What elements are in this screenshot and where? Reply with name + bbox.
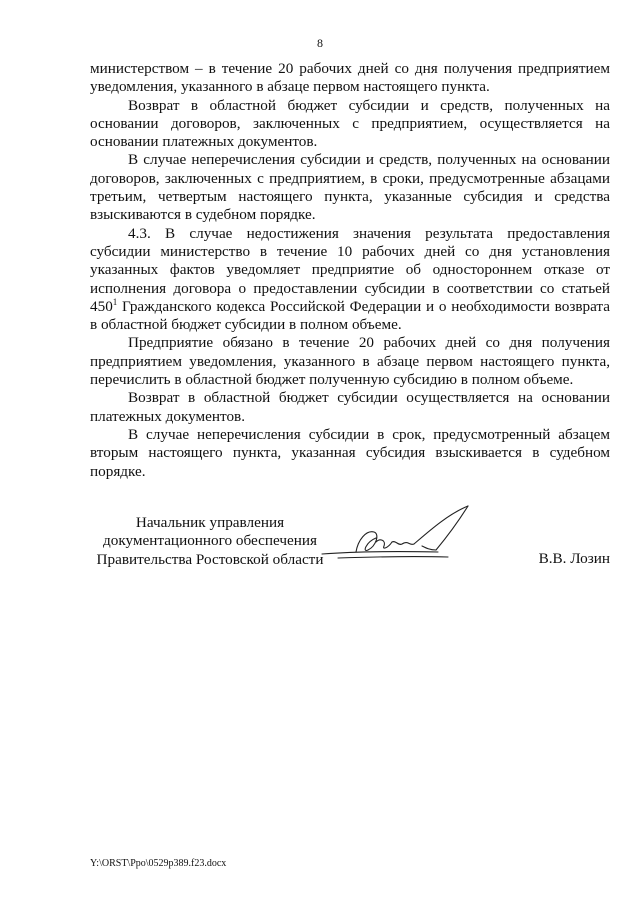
footer-file-path: Y:\ORST\Ppo\0529p389.f23.docx — [90, 858, 227, 869]
paragraph-court-recovery-subsidy: В случае неперечисления субсидии в срок, предусмотренный абзацем вторым настоящего пункта, указанная субсидия взыскивается в судебном порядке. — [90, 425, 610, 480]
signatory-title-line: Правительства Ростовской области — [96, 550, 324, 568]
article-superscript: 1 — [112, 296, 118, 307]
handwritten-signature-icon — [318, 502, 488, 572]
signatory-title-line: Начальник управления — [135, 514, 285, 531]
paragraph-obligation: Предприятие обязано в течение 20 рабочих дней со дня получения предприятием уведомления, указанного в абзаце первом настоящего пункта, перечислить в областной бюджет полученную субсидию в полном объеме. — [90, 334, 610, 389]
paragraph-4-3-text-end: Гражданского кодекса Российской Федерации и о необходимости возврата в областной бюджет субсидии в полном объеме. — [90, 297, 610, 334]
signatory-title — [90, 514, 330, 569]
paragraph-refund-documents: Возврат в областной бюджет субсидии осуществляется на основании платежных документов. — [90, 389, 610, 425]
signatory-name: В.В. Лозин — [538, 550, 610, 567]
paragraph-refund-basis: Возврат в областной бюджет субсидии и средств, полученных на основании договоров, заключенных с предприятием, осуществляется на основании платежных документов. — [90, 96, 610, 151]
paragraph-4-3-text: 4.3. В случае недостижения значения результата предоставления субсидии министерство в течение 10 рабочих дней со дня установления указанных фактов уведомляет предприятие об одностороннем отказе от исполнения договора о предоставлении субсидии в соответствии со статьей 450 — [90, 224, 610, 315]
signature-block — [90, 514, 610, 574]
signatory-title-line: документационного обеспечения — [103, 532, 317, 550]
paragraph-4-3 — [90, 225, 610, 335]
page-number: 8 — [317, 36, 323, 50]
paragraph-court-recovery: В случае неперечисления субсидии и средств, полученных на основании договоров, заключенных с предприятием, в сроки, предусмотренные абзацами третьим, четвертым настоящего пункта, указанные субсидия и средства взыскиваются в судебном порядке. — [90, 151, 610, 224]
document-body — [90, 60, 610, 481]
paragraph-continuation: министерством – в течение 20 рабочих дней со дня получения предприятием уведомления, указанного в абзаце первом настоящего пункта. — [90, 60, 610, 96]
